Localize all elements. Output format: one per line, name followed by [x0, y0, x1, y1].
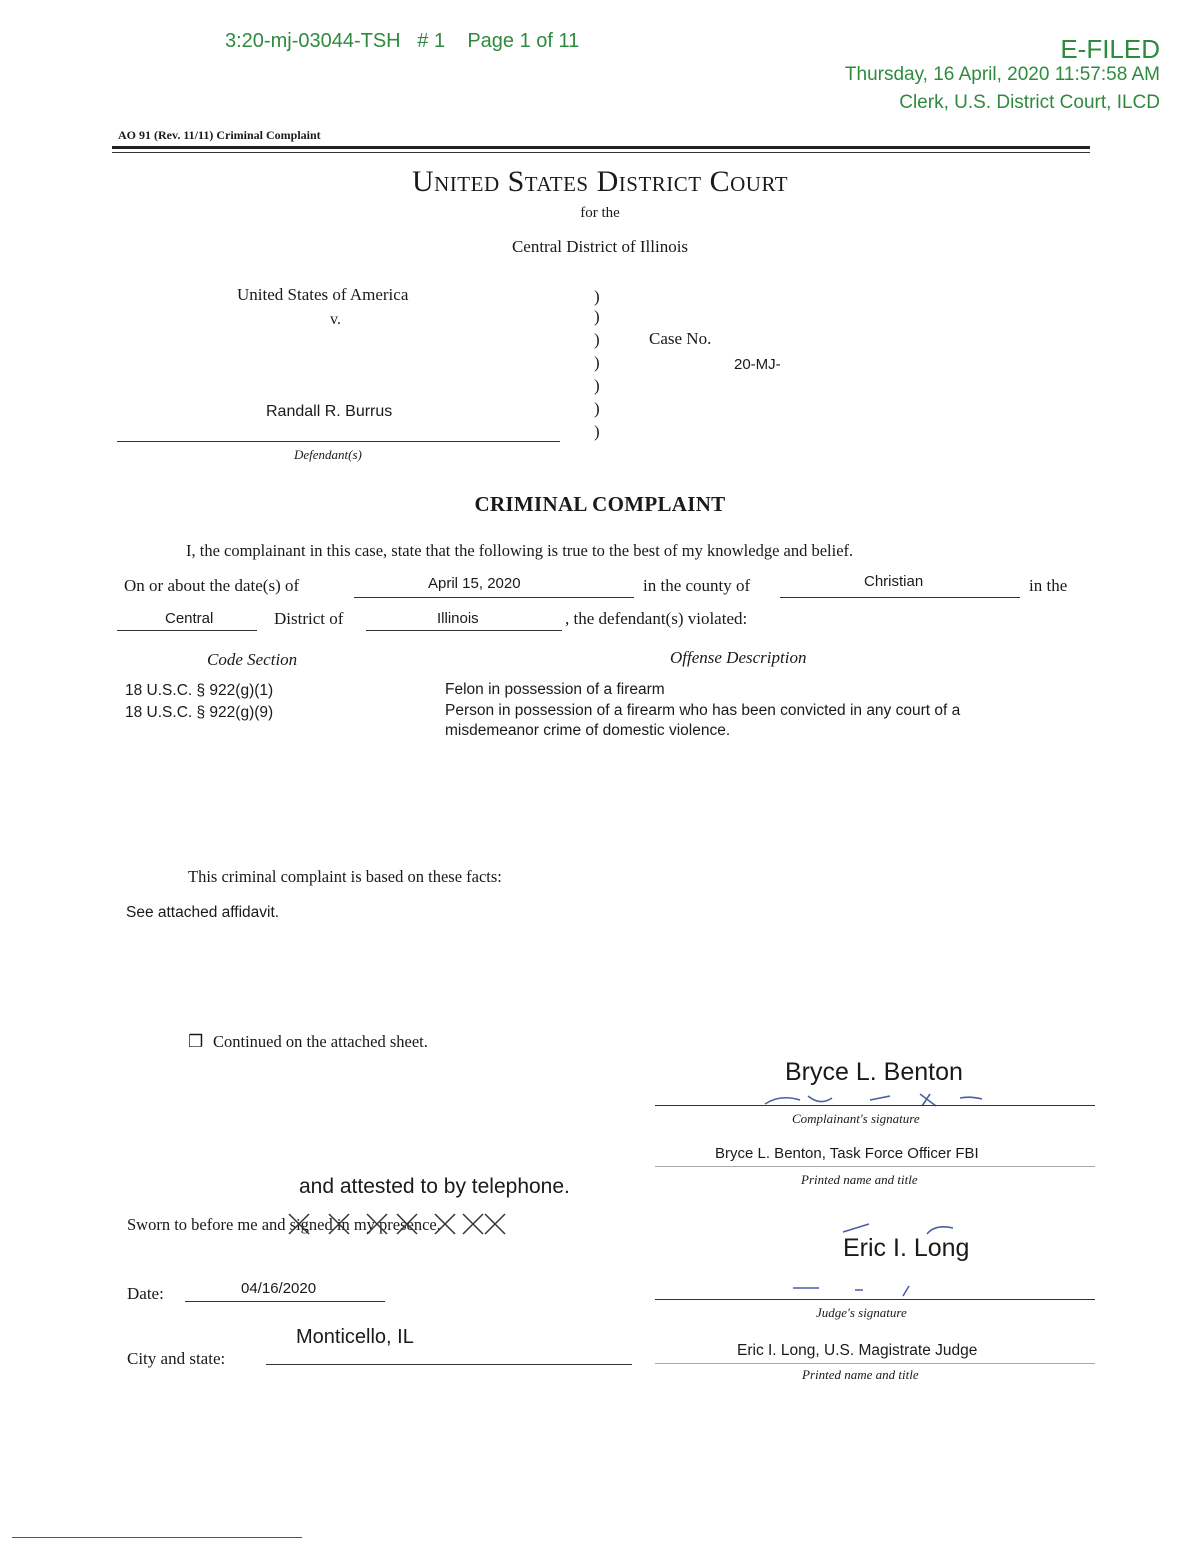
defendant-label: Defendant(s) [294, 447, 362, 462]
state-rule [366, 630, 562, 631]
complainant-signature-rule [655, 1105, 1095, 1106]
city-state-value: Monticello, IL [296, 1326, 414, 1348]
efiled-label: E-FILED [1060, 34, 1160, 64]
clerk-line: Clerk, U.S. District Court, ILCD [899, 92, 1160, 113]
district-name: Central District of Illinois [511, 237, 689, 256]
state-value: Illinois [437, 610, 479, 627]
judge-printed-name: Eric I. Long, U.S. Magistrate Judge [737, 1342, 978, 1359]
offense-desc-2: Person in possession of a firearm who has been convicted in any court of a [445, 702, 961, 719]
complainant-signature-label: Complainant's signature [792, 1111, 920, 1126]
district-value: Central [165, 610, 214, 627]
district-of-label: District of [274, 609, 344, 628]
county-value: Christian [864, 573, 924, 590]
date-label: Date: [127, 1284, 164, 1303]
judge-typed-name: Eric I. Long [843, 1234, 970, 1262]
plaintiff-name: United States of America [237, 285, 409, 304]
code-section-1: 18 U.S.C. § 922(g)(1) [125, 682, 274, 699]
versus: v. [330, 311, 341, 328]
complainant-printed-rule [655, 1166, 1095, 1167]
sworn-statement: Sworn to before me and signed in my presence. [127, 1215, 441, 1234]
city-state-label: City and state: [127, 1349, 226, 1368]
complainant-printed-label: Printed name and title [801, 1172, 918, 1187]
header-rule-thin [112, 152, 1090, 153]
violated-label: , the defendant(s) violated: [565, 609, 748, 628]
checkbox-icon[interactable]: ❒ [188, 1032, 204, 1051]
date-value: 04/16/2020 [241, 1280, 317, 1297]
on-or-about-label: On or about the date(s) of [124, 576, 300, 595]
judge-signature-label: Judge's signature [816, 1305, 907, 1320]
defendant-name: Randall R. Burrus [266, 403, 393, 420]
efiled-date: Thursday, 16 April, 2020 11:57:58 AM [844, 64, 1160, 85]
offense-date: April 15, 2020 [428, 575, 521, 592]
caption-paren: ) [594, 330, 600, 349]
header-rule-thick [112, 146, 1090, 149]
continued-sheet-label: Continued on the attached sheet. [213, 1032, 428, 1051]
footer-rule [12, 1537, 302, 1538]
offense-desc-2-cont: misdemeanor crime of domestic violence. [445, 722, 731, 739]
defendant-rule [117, 441, 560, 442]
complaint-heading: CRIMINAL COMPLAINT [474, 492, 726, 516]
in-county-label: in the county of [643, 576, 751, 595]
caption-paren: ) [594, 376, 600, 395]
attested-text: and attested to by telephone. [299, 1175, 570, 1198]
complainant-printed-name: Bryce L. Benton, Task Force Officer FBI [715, 1145, 979, 1162]
for-the: for the [580, 205, 620, 221]
complainant-signature-scribble [760, 1090, 1000, 1110]
city-state-rule [266, 1364, 632, 1365]
case-no-label: Case No. [649, 329, 712, 348]
offense-desc-1: Felon in possession of a firearm [445, 681, 665, 698]
judge-printed-label: Printed name and title [802, 1367, 919, 1382]
case-no-value: 20-MJ- [734, 356, 781, 373]
caption-paren: ) [594, 399, 600, 418]
complainant-typed-name: Bryce L. Benton [785, 1058, 963, 1086]
caption-paren: ) [594, 287, 600, 306]
in-the-label: in the [1029, 576, 1068, 595]
caption-paren: ) [594, 353, 600, 372]
facts-intro: This criminal complaint is based on these facts: [188, 867, 502, 886]
date-rule [354, 597, 634, 598]
date-value-rule [185, 1301, 385, 1302]
code-section-header: Code Section [207, 650, 298, 669]
complaint-intro: I, the complainant in this case, state that the following is true to the best of my knowledge and belief. [186, 541, 854, 560]
case-stamp: 3:20-mj-03044-TSH # 1 Page 1 of 11 [225, 30, 580, 52]
form-id: AO 91 (Rev. 11/11) Criminal Complaint [118, 128, 321, 142]
strikeout-marks [285, 1208, 515, 1238]
judge-printed-rule [655, 1363, 1095, 1364]
caption-paren: ) [594, 422, 600, 441]
offense-description-header: Offense Description [670, 648, 807, 667]
district-rule [117, 630, 257, 631]
caption-paren: ) [594, 307, 600, 326]
code-section-2: 18 U.S.C. § 922(g)(9) [125, 704, 274, 721]
court-title: United States District Court [411, 165, 789, 198]
facts-see-affidavit: See attached affidavit. [126, 904, 280, 921]
county-rule [780, 597, 1020, 598]
judge-signature-rule [655, 1299, 1095, 1300]
